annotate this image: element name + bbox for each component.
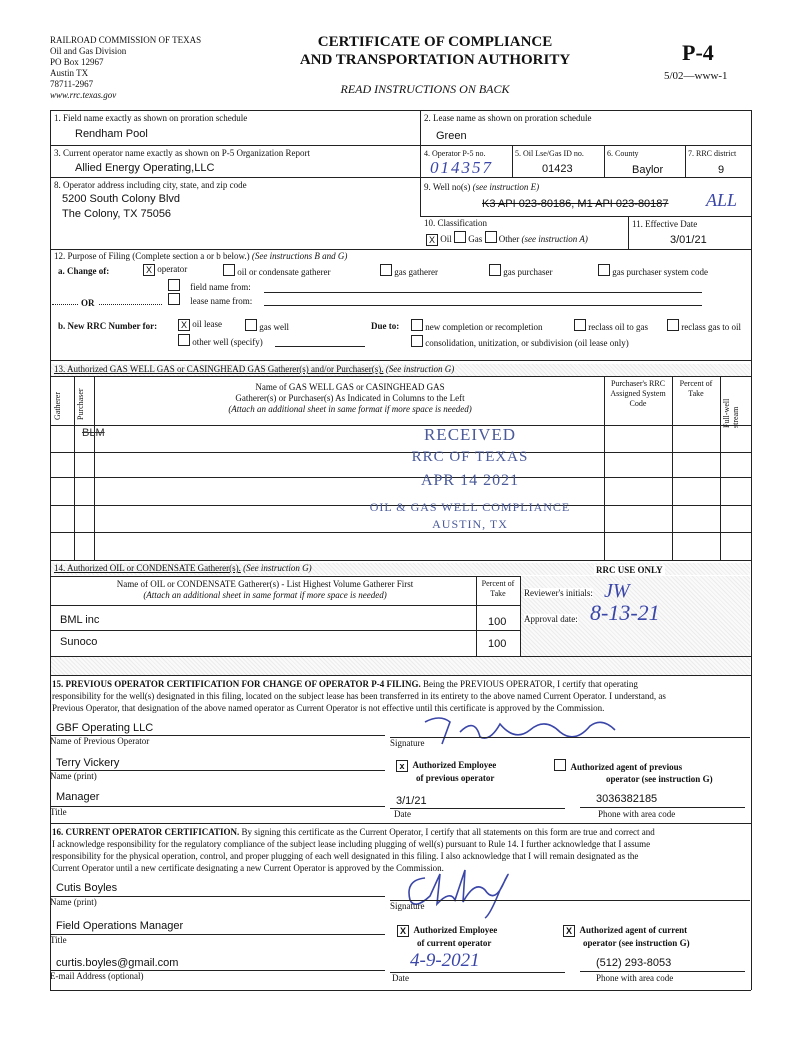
lease-name-from-label: lease name from:	[190, 296, 253, 306]
prev-name-print-label: Name (print)	[50, 771, 97, 781]
agency-line: Oil and Gas Division	[50, 46, 127, 56]
section15-text3: Previous Operator, that designation of the above named operator as Current Operator is not effective until this certificate is approved by the Commission.	[52, 703, 605, 713]
classification-options	[426, 231, 588, 246]
new-completion-option	[411, 319, 542, 332]
district-value: 9	[718, 164, 725, 176]
code-head: Purchaser's RRC Assigned System Code	[610, 379, 666, 408]
prev-phone-label: Phone with area code	[598, 809, 676, 819]
section15-text1: Being the PREVIOUS OPERATOR, I certify that operating	[423, 679, 638, 689]
section16-text2: I acknowledge responsibility for the regulatory compliance of the subject lease including plugging of well(s) pursuant to Rule 14. I further acknowledge that I assume	[52, 839, 651, 849]
field4-label: 4. Operator P-5 no.	[424, 149, 486, 158]
cur-auth-agent-label: Authorized agent of current	[579, 925, 688, 935]
prev-phone-value: 3036382185	[596, 793, 658, 805]
oil-gatherer-label: oil or condensate gatherer	[237, 267, 331, 277]
other-checkbox[interactable]	[485, 231, 497, 243]
prev-auth-employee-checkbox[interactable]: x	[396, 760, 408, 772]
approval-date-value: 8-13-21	[590, 600, 660, 625]
section15-text	[52, 678, 749, 714]
section12-title: 12. Purpose of Filing (Complete section a or b below.)	[54, 251, 250, 261]
field9-label	[424, 182, 539, 192]
effective-date-value: 3/01/21	[670, 234, 707, 246]
lease-id-value: 01423	[542, 163, 573, 175]
reclass-gas-option	[667, 319, 741, 332]
other-well-checkbox[interactable]	[178, 334, 190, 346]
reclass-oil-option	[574, 319, 648, 332]
consolidation-label: consolidation, unitization, or subdivision (oil lease only)	[425, 338, 629, 348]
agency-line: 78711-2967	[50, 79, 94, 89]
signature-scribble	[420, 712, 620, 748]
section14-head	[80, 579, 450, 601]
section14-label	[54, 563, 312, 573]
gas-well-option	[245, 319, 289, 332]
read-instructions: READ INSTRUCTIONS ON BACK	[340, 82, 510, 96]
gas-gatherer-checkbox[interactable]	[380, 264, 392, 276]
section14-head2: (Attach an additional sheet in same format if more space is needed)	[143, 590, 387, 600]
section13-row1-name: BLM	[82, 427, 105, 439]
name-head-line1: Name of GAS WELL GAS or CASINGHEAD GAS	[255, 382, 445, 392]
fullwell-head: Full-well stream	[722, 398, 740, 428]
section14-note: (See instruction G)	[243, 563, 312, 573]
reclass-oil-label: reclass oil to gas	[588, 322, 648, 332]
gas-well-checkbox[interactable]	[245, 319, 257, 331]
reviewer-initials-label: Reviewer's initials:	[524, 588, 593, 598]
gatherer-name: BML inc	[60, 614, 100, 626]
gas-option-label: Gas	[468, 234, 483, 244]
prev-title-value: Manager	[56, 791, 100, 803]
cur-auth-employee-checkbox[interactable]: X	[397, 925, 409, 937]
field1-label: 1. Field name exactly as shown on proration schedule	[54, 113, 248, 123]
lease-name-from-option	[168, 293, 252, 306]
operator-name-value: Allied Energy Operating,LLC	[75, 162, 215, 174]
cur-date-value: 4-9-2021	[410, 950, 480, 971]
gas-purchaser-code-checkbox[interactable]	[598, 264, 610, 276]
prev-of-operator-label: of previous operator	[416, 773, 495, 783]
agency-line: RAILROAD COMMISSION OF TEXAS	[50, 35, 202, 45]
section16-heading: 16. CURRENT OPERATOR CERTIFICATION.	[52, 827, 240, 837]
cur-auth-agent-note: operator (see instruction G)	[583, 938, 690, 948]
stamp-line: RRC OF TEXAS	[411, 449, 529, 465]
field7-label: 7. RRC district	[688, 149, 737, 158]
or-separator: OR	[78, 298, 98, 308]
change-gas-purchaser-code-option	[598, 264, 708, 277]
section12-label	[54, 251, 347, 261]
field2-label: 2. Lease name as shown on proration schedule	[424, 113, 592, 123]
oil-option-label: Oil	[440, 234, 452, 244]
cur-auth-employee	[397, 924, 497, 949]
cur-signature-label: Signature	[390, 901, 425, 911]
name-head-line3: (Attach an additional sheet in same format if more space is needed)	[228, 404, 472, 414]
cur-auth-agent-checkbox[interactable]: X	[563, 925, 575, 937]
cur-name-print-label: Name (print)	[50, 897, 97, 907]
prev-signature-label: Signature	[390, 738, 425, 748]
field8-label: 8. Operator address including city, state, and zip code	[54, 180, 247, 190]
field5-label: 5. Oil Lse/Gas ID no.	[515, 149, 584, 158]
field-name-from-option	[168, 279, 251, 292]
signature-scribble	[395, 860, 525, 920]
stamp-line: APR 14 2021	[420, 472, 520, 489]
section13-label	[54, 364, 454, 374]
gas-checkbox[interactable]	[454, 231, 466, 243]
operator-label: operator	[157, 264, 188, 274]
gas-gatherer-label: gas gatherer	[394, 267, 438, 277]
prev-date-value: 3/1/21	[396, 795, 427, 807]
section13-title: 13. Authorized GAS WELL GAS or CASINGHEAD GAS Gatherer(s) and/or Purchaser(s).	[54, 364, 384, 374]
other-option-label: Other	[498, 234, 520, 244]
section-divider-shade	[51, 657, 750, 675]
title-line1: CERTIFICATE OF COMPLIANCE	[317, 34, 553, 50]
rrc-use-only: RRC USE ONLY	[596, 565, 663, 575]
cur-operator-signature	[395, 860, 525, 925]
gas-purchaser-code-label: gas purchaser system code	[612, 267, 708, 277]
field9-label-note: (see instruction E)	[472, 182, 540, 192]
prev-auth-agent-note: operator (see instruction G)	[606, 774, 713, 784]
field-name-from-label: field name from:	[190, 282, 251, 292]
section14-title: 14. Authorized OIL or CONDENSATE Gatherer(s).	[54, 563, 241, 573]
gatherer-pct: 100	[488, 616, 507, 628]
col-purchaser-head: Purchaser	[76, 388, 85, 420]
oil-checkbox[interactable]: X	[426, 234, 438, 246]
field11-label: 11. Effective Date	[632, 219, 698, 229]
cur-phone-value: (512) 293-8053	[596, 957, 672, 969]
change-oil-gatherer-option	[223, 264, 330, 277]
other-option-note: (see instruction A)	[521, 234, 588, 244]
section16-text3: responsibility for the physical operation, control, and proper plugging of each well designated in this filing. I also acknowledge that I will remain designated as the	[52, 851, 639, 861]
gas-purchaser-label: gas purchaser	[503, 267, 553, 277]
well-numbers-value: K3 API 023-80186, M1 API 023-80187	[482, 198, 669, 210]
field-name-from-checkbox[interactable]	[168, 279, 180, 291]
reclass-gas-label: reclass gas to oil	[681, 322, 741, 332]
name-head-line2: Gatherer(s) or Purchaser(s) As Indicated in Columns to the Left	[235, 393, 465, 403]
oil-lease-checkbox[interactable]: X	[178, 319, 190, 331]
consolidation-checkbox[interactable]	[411, 335, 423, 347]
form-number: P-4	[682, 40, 714, 65]
cur-phone-label: Phone with area code	[596, 973, 674, 983]
pct-head: Percent of Take	[679, 379, 713, 398]
change-of-label: a. Change of:	[58, 266, 110, 276]
gatherer-pct: 100	[488, 638, 507, 650]
well-numbers-handwritten: ALL	[706, 190, 738, 210]
operator-checkbox[interactable]: X	[143, 264, 155, 276]
prev-title-label: Title	[50, 807, 67, 817]
agency-line: Austin TX	[50, 68, 89, 78]
cur-email-label: E-mail Address (optional)	[50, 971, 144, 981]
prev-auth-employee-label: Authorized Employee	[412, 760, 497, 770]
reclass-gas-checkbox[interactable]	[667, 319, 679, 331]
field3-label: 3. Current operator name exactly as shown on P-5 Organization Report	[54, 148, 311, 158]
section16-text1: By signing this certificate as the Current Operator, I certify that all statements on this form are true and correct and	[241, 827, 655, 837]
oil-lease-option	[178, 319, 222, 331]
agency-website: www.rrc.texas.gov	[50, 90, 117, 100]
change-gas-gatherer-option	[380, 264, 438, 277]
approval-date-label: Approval date:	[524, 614, 578, 624]
new-rrc-label: b. New RRC Number for:	[58, 321, 158, 331]
prev-operator-label: Name of Previous Operator	[50, 736, 150, 746]
new-completion-checkbox[interactable]	[411, 319, 423, 331]
cur-of-operator-label: of current operator	[417, 938, 492, 948]
consolidation-option	[411, 335, 629, 348]
field10-label: 10. Classification	[424, 218, 487, 228]
address-line1: 5200 South Colony Blvd	[62, 193, 181, 205]
prev-auth-employee	[396, 759, 496, 784]
oil-gatherer-checkbox[interactable]	[223, 264, 235, 276]
cur-auth-agent	[563, 924, 690, 949]
prev-operator-signature	[420, 712, 620, 756]
col-gatherer-head: Gatherer	[53, 392, 62, 420]
cur-auth-employee-label: Authorized Employee	[413, 925, 498, 935]
stamp-line: RECEIVED	[423, 425, 517, 444]
section16-text4: Current Operator until a new certificate designating a new Current Operator is approved by the Commission.	[52, 863, 444, 873]
form-title	[270, 33, 600, 69]
prev-date-label: Date	[394, 809, 411, 819]
cur-email-value: curtis.boyles@gmail.com	[56, 957, 179, 969]
section14-pct-head: Percent of Take	[481, 579, 515, 598]
received-stamp	[360, 424, 580, 530]
prev-auth-agent-label: Authorized agent of previous	[570, 762, 683, 772]
p5-number-value: 014357	[430, 158, 493, 177]
gatherer-name: Sunoco	[60, 636, 98, 648]
section13-note: (See instruction G)	[385, 364, 455, 374]
cur-date-label: Date	[392, 973, 409, 983]
prev-name-print-value: Terry Vickery	[56, 757, 120, 769]
county-value: Baylor	[632, 164, 664, 176]
new-completion-label: new completion or recompletion	[425, 322, 543, 332]
lease-name-value: Green	[436, 130, 467, 142]
cur-name-print-value: Cutis Boyles	[56, 882, 118, 894]
change-operator-option	[143, 264, 187, 276]
gas-well-label: gas well	[259, 322, 289, 332]
field-name-value: Rendham Pool	[75, 128, 148, 140]
reviewer-initials-value: JW	[604, 580, 630, 602]
section15-heading: 15. PREVIOUS OPERATOR CERTIFICATION FOR CHANGE OF OPERATOR P-4 FILING.	[52, 679, 421, 689]
stamp-line: OIL & GAS WELL COMPLIANCE	[369, 500, 571, 514]
other-well-label: other well (specify)	[192, 337, 263, 347]
prev-auth-agent	[554, 759, 713, 785]
oil-lease-label: oil lease	[192, 319, 222, 329]
stamp-line: AUSTIN, TX	[432, 517, 508, 531]
section13-name-head	[120, 382, 580, 415]
section12-note: (See instructions B and G)	[251, 251, 348, 261]
agency-address	[50, 35, 201, 101]
form-version: 5/02—www-1	[664, 70, 728, 82]
reclass-oil-checkbox[interactable]	[574, 319, 586, 331]
cur-title-value: Field Operations Manager	[56, 920, 184, 932]
title-line2: AND TRANSPORTATION AUTHORITY	[299, 52, 571, 68]
prev-auth-agent-checkbox[interactable]	[554, 759, 566, 771]
address-line2: The Colony, TX 75056	[62, 208, 172, 220]
field6-label: 6. County	[607, 149, 639, 158]
lease-name-from-checkbox[interactable]	[168, 293, 180, 305]
section14-head1: Name of OIL or CONDENSATE Gatherer(s) - List Highest Volume Gatherer First	[116, 579, 414, 589]
due-to-label: Due to:	[371, 321, 400, 331]
gas-purchaser-checkbox[interactable]	[489, 264, 501, 276]
field9-label-text: 9. Well no(s)	[424, 182, 471, 192]
cur-title-label: Title	[50, 935, 67, 945]
agency-line: PO Box 12967	[50, 57, 104, 67]
prev-operator-value: GBF Operating LLC	[56, 722, 154, 734]
section15-text2: responsibility for the well(s) designated in this filing, located on the subject lease has been transferred in its entirety to the above named Current Operator. I understand, as	[52, 691, 666, 701]
change-gas-purchaser-option	[489, 264, 552, 277]
other-well-option	[178, 334, 263, 347]
